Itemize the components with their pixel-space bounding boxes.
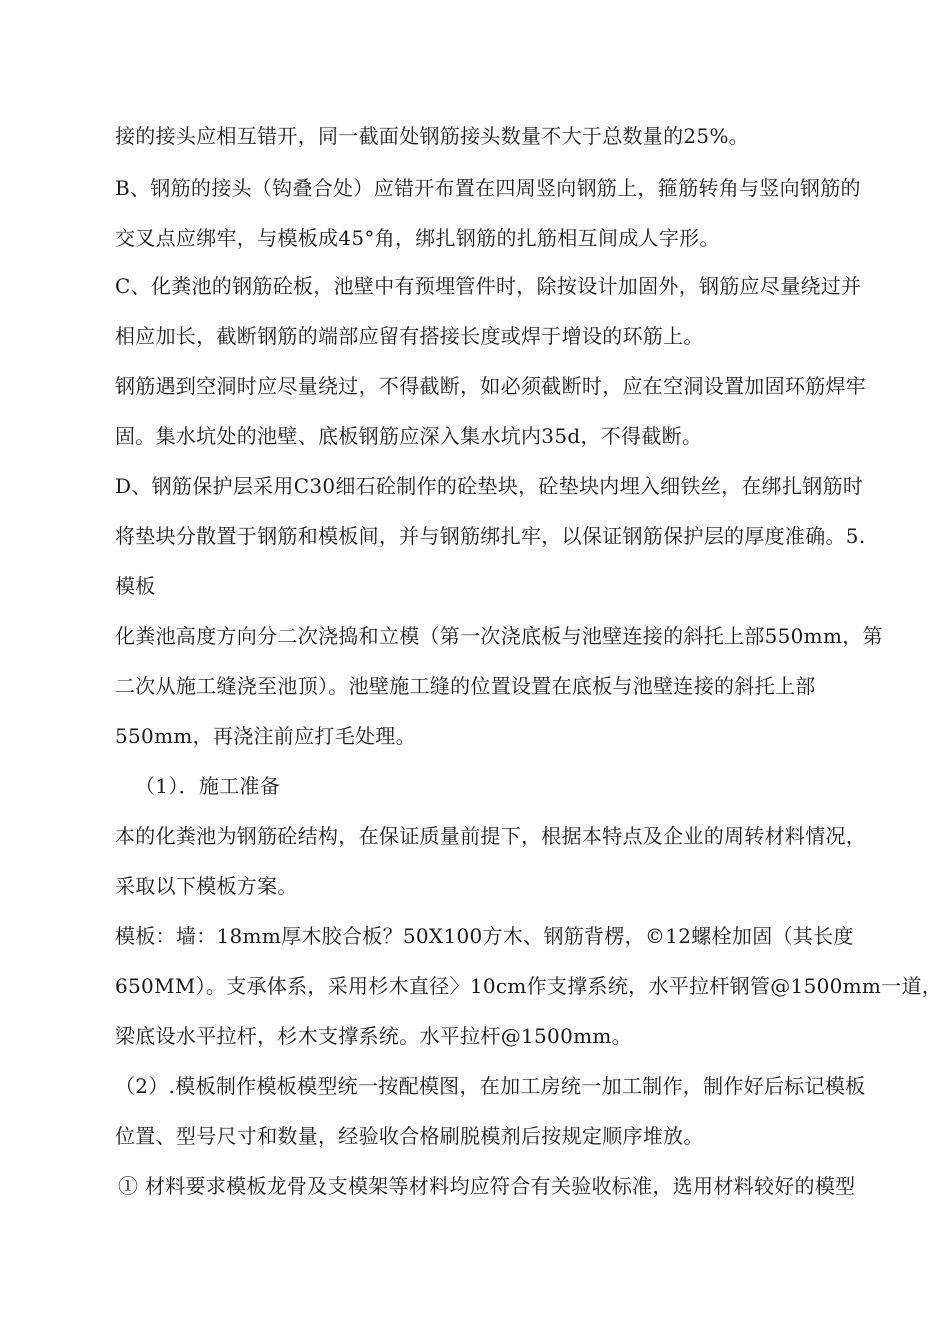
list-item: ① 材料要求模板龙骨及支模架等材料均应符合有关验收标准，选用材料较好的模型 <box>118 1174 856 1198</box>
text-line: 接的接头应相互错开，同一截面处钢筋接头数量不大于总数量的25%。 <box>115 124 750 148</box>
subsection-heading: （1）．施工准备 <box>135 774 281 798</box>
text-line: 采取以下模板方案。 <box>115 874 298 898</box>
text-line: D、钢筋保护层采用C30细石砼制作的砼垫块，砼垫块内埋入细铁丝，在绑扎钢筋时 <box>115 474 864 498</box>
text-line: 二次从施工缝浇至池顶）。池壁施工缝的位置设置在底板与池壁连接的斜托上部 <box>115 674 816 698</box>
text-line: 将垫块分散置于钢筋和模板间，并与钢筋绑扎牢，以保证钢筋保护层的厚度准确。5. <box>115 524 866 548</box>
text-line: 相应加长，截断钢筋的端部应留有搭接长度或焊于增设的环筋上。 <box>115 324 704 348</box>
text-line: B、钢筋的接头（钩叠合处）应错开布置在四周竖向钢筋上，箍筋转角与竖向钢筋的 <box>115 176 861 200</box>
text-line: 梁底设水平拉杆，杉木支撑系统。水平拉杆@1500mm。 <box>115 1024 632 1048</box>
text-line: 固。集水坑处的池壁、底板钢筋应深入集水坑内35d，不得截断。 <box>115 424 703 448</box>
section-heading: 模板 <box>115 574 156 598</box>
text-line: C、化粪池的钢筋砼板，池壁中有预埋管件时，除按设计加固外，钢筋应尽量绕过并 <box>115 274 862 298</box>
text-line: 模板：墙：18mm厚木胶合板？50X100方木、钢筋背楞，©12螺栓加固（其长度 <box>115 924 854 948</box>
text-line: 位置、型号尺寸和数量，经验收合格刷脱模剂后按规定顺序堆放。 <box>115 1124 704 1148</box>
subsection-heading: （2）.模板制作模板模型统一按配模图，在加工房统一加工制作，制作好后标记模板 <box>115 1074 866 1098</box>
text-line: 钢筋遇到空洞时应尽量绕过，不得截断，如必须截断时，应在空洞设置加固环筋焊牢 <box>115 374 867 398</box>
text-line: 650MM）。支承体系，采用杉木直径〉10cm作支撑系统，水平拉杆钢管@1500mm一道， <box>115 974 943 998</box>
text-line: 550mm，再浇注前应打毛处理。 <box>115 724 416 748</box>
text-line: 化粪池高度方向分二次浇捣和立模（第一次浇底板与池壁连接的斜托上部550mm，第 <box>115 624 883 648</box>
text-line: 交叉点应绑牢，与模板成45°角，绑扎钢筋的扎筋相互间成人字形。 <box>115 226 720 250</box>
text-line: 本的化粪池为钢筋砼结构，在保证质量前提下，根据本特点及企业的周转材料情况， <box>115 824 867 848</box>
